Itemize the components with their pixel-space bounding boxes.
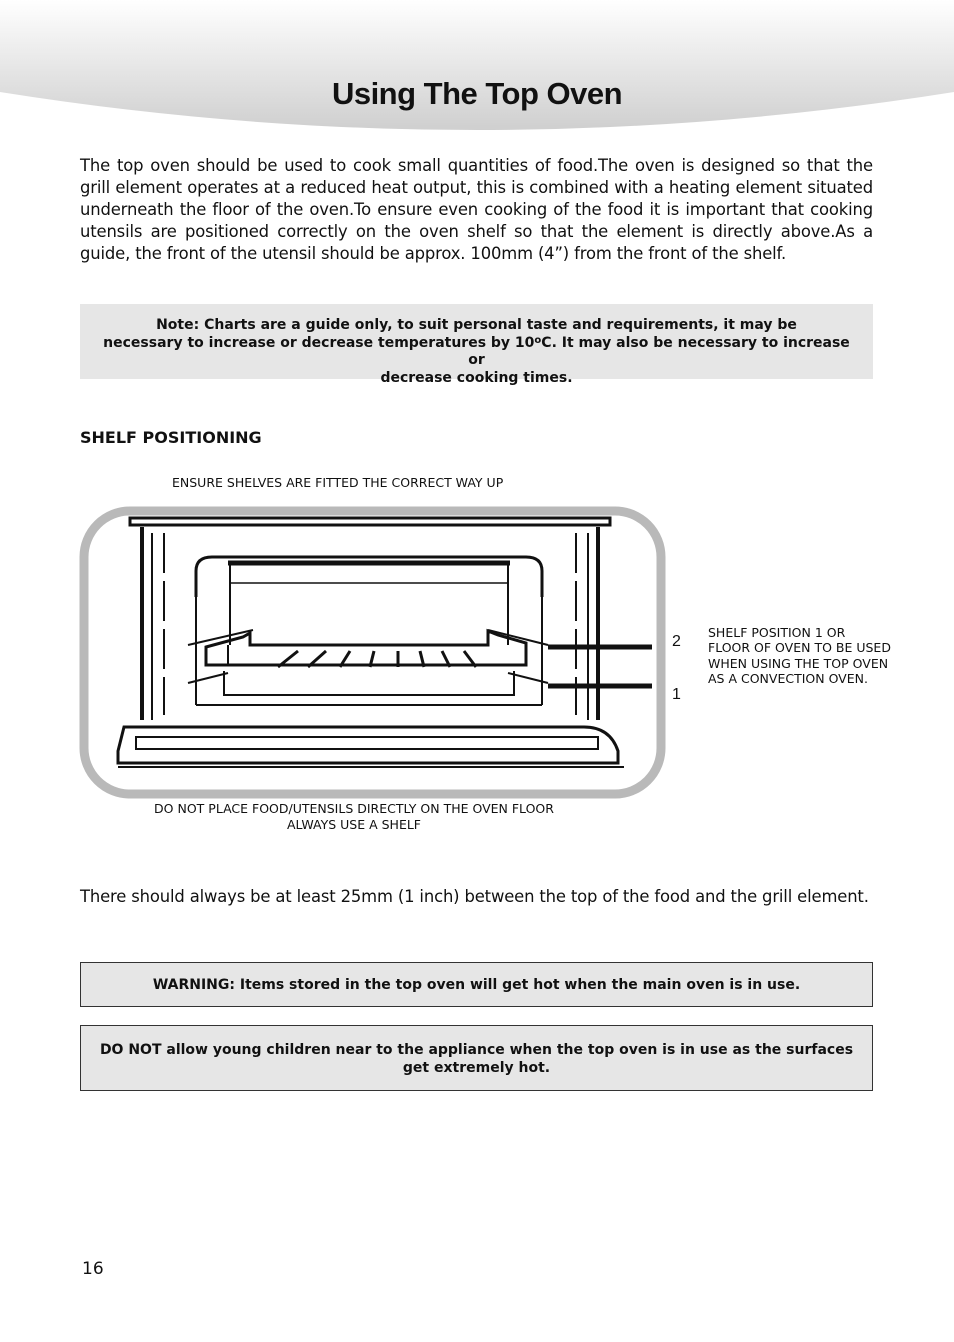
oven-shelf-diagram xyxy=(78,505,718,805)
note-line-2 xyxy=(100,335,853,370)
oven-floor-caption xyxy=(140,801,568,832)
warning-children-text: DO NOT allow young children near to the appliance when the top oven is in use as the surfaces get extremely hot. xyxy=(99,1042,854,1076)
food-gap-instruction: There should always be at least 25mm (1 inch) between the top of the food and the grill element. xyxy=(80,887,869,906)
shelf-position-note xyxy=(708,625,908,687)
note-line-2-start: necessary to increase or decrease temperatures by 10 xyxy=(103,334,535,351)
shelf-note-line: FLOOR OF OVEN TO BE USED xyxy=(708,640,891,656)
oven-floor-caption-line-1: DO NOT PLACE FOOD/UTENSILS DIRECTLY ON THE OVEN FLOOR xyxy=(154,801,554,816)
warning-hot-items-box xyxy=(80,962,873,1007)
shelf-note-line: WHEN USING THE TOP OVEN xyxy=(708,655,889,671)
shelf-note-line: SHELF POSITION 1 OR xyxy=(708,625,846,640)
oven-floor-caption-line-2: ALWAYS USE A SHELF xyxy=(286,816,422,832)
shelf-fitting-caption: ENSURE SHELVES ARE FITTED THE CORRECT WAY UP xyxy=(172,475,504,490)
warning-children-box xyxy=(80,1025,873,1091)
shelf-position-1-label: 1 xyxy=(672,686,681,703)
page-number: 16 xyxy=(82,1259,104,1279)
degree-symbol: o xyxy=(534,334,542,346)
shelf-positioning-heading: SHELF POSITIONING xyxy=(80,428,262,447)
shelf-position-2-label: 2 xyxy=(672,633,681,650)
shelf-note-line: AS A CONVECTION OVEN. xyxy=(708,671,868,687)
header-band xyxy=(0,0,954,140)
note-line-3: decrease cooking times. xyxy=(380,369,573,386)
note-line-2-end: C. It may also be necessary to increase or xyxy=(468,334,850,368)
note-box xyxy=(80,304,873,386)
oven-cavity xyxy=(118,518,624,767)
note-line-1: Note: Charts are a guide only, to suit personal taste and requirements, it may be xyxy=(156,317,797,333)
page-title: Using The Top Oven xyxy=(331,76,623,111)
intro-paragraph: The top oven should be used to cook small quantities of food.The oven is designed so that the grill element operates at a reduced heat output, this is combined with a heating element situated underneath the floor of the oven.To ensure even cooking of the food it is important that cooking utensils are positioned correctly on the oven shelf so that the element is directly above.As a guide, the front of the utensil should be approx. 100mm (4”) from the front of the shelf. xyxy=(80,156,873,263)
warning-hot-items-text: WARNING: Items stored in the top oven will get hot when the main oven is in use. xyxy=(152,977,801,993)
